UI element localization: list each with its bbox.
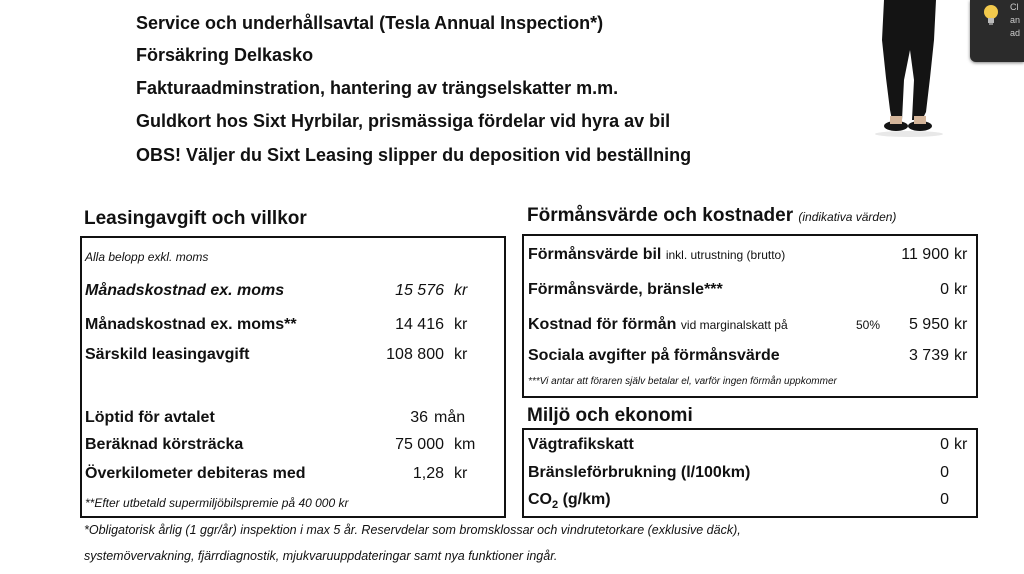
feature-item: Försäkring Delkasko	[136, 45, 314, 65]
formans-row-unit: kr	[954, 316, 968, 333]
miljo-row-label	[528, 491, 611, 511]
formans-row-label: Sociala avgifter på förmånsvärde	[528, 347, 780, 364]
formans-row-value: 0	[940, 281, 949, 298]
leasing-row-label: Överkilometer debiteras med	[85, 465, 306, 482]
feature-item: Guldkort hos Sixt Hyrbilar, prismässiga fördelar vid hyra av bil	[136, 111, 671, 131]
formans-row-sub: vid marginalskatt på	[680, 318, 788, 332]
feature-item: OBS! Väljer du Sixt Leasing slipper du deposition vid beställning	[136, 145, 692, 165]
leasing-row-unit: kr	[454, 346, 468, 363]
formans-row-value: 3 739	[908, 347, 949, 364]
formans-row-label: Förmånsvärde, bränsle***	[528, 281, 723, 298]
leasing-row-value: 15 576	[395, 282, 444, 299]
miljo-row-label: Bränsleförbrukning (l/100km)	[528, 464, 751, 481]
formans-row-label	[528, 246, 785, 264]
footer-note: systemövervakning, fjärrdiagnostik, mjukvaruuppdateringar samt nya funktioner ingår.	[84, 549, 558, 563]
leasing-row-unit: kr	[454, 316, 468, 333]
leasing-note: Alla belopp exkl. moms	[85, 250, 209, 264]
miljo-row-value: 0	[940, 491, 949, 508]
tooltip-line: Cl	[1010, 2, 1019, 12]
leasing-row-label: Löptid för avtalet	[85, 409, 215, 426]
co2-label: CO	[528, 491, 552, 508]
formans-box	[522, 234, 978, 398]
leasing-row-label: Månadskostnad ex. moms	[85, 282, 285, 299]
formans-row-unit: kr	[954, 281, 968, 298]
formans-title	[527, 205, 896, 227]
leasing-row-unit: kr	[454, 282, 468, 299]
leasing-row-label: Särskild leasingavgift	[85, 346, 250, 363]
leasing-row-unit: mån	[434, 409, 466, 426]
tooltip-line: an	[1010, 15, 1021, 25]
hint-tooltip[interactable]	[970, 0, 1024, 62]
lightbulb-icon	[982, 4, 1000, 26]
co2-subscript: 2	[552, 499, 559, 512]
formans-row-unit: kr	[954, 246, 968, 263]
leasing-row-value: 75 000	[395, 436, 444, 453]
leasing-row-label: Beräknad körsträcka	[85, 436, 244, 453]
leasing-box	[80, 236, 506, 518]
leasing-row-value: 108 800	[386, 346, 444, 363]
formans-footnote: ***Vi antar att föraren själv betalar el, varför ingen förmån uppkommer	[528, 376, 837, 387]
leasing-row-value: 1,28	[412, 465, 444, 482]
miljo-title: Miljö och ekonomi	[527, 405, 693, 426]
co2-unit-label: (g/km)	[558, 491, 611, 508]
leasing-row-unit: km	[454, 436, 476, 453]
formans-row-unit: kr	[954, 347, 968, 364]
formans-row-sub: inkl. utrustning (brutto)	[665, 248, 786, 262]
formans-row-value: 5 950	[908, 316, 949, 333]
tooltip-line: ad	[1010, 28, 1021, 38]
formans-title-text: Förmånsvärde och kostnader	[527, 205, 794, 226]
formans-row-label	[528, 316, 788, 334]
formans-row-label-text: Förmånsvärde bil	[528, 246, 662, 263]
formans-title-note: (indikativa värden)	[798, 210, 897, 224]
leasing-footnote: **Efter utbetald supermiljöbilspremie på 40 000 kr	[85, 496, 349, 510]
leasing-title: Leasingavgift och villkor	[84, 208, 307, 229]
miljo-row-label: Vägtrafikskatt	[528, 436, 634, 453]
formans-row-value: 11 900	[901, 246, 949, 263]
miljo-row-value: 0	[940, 436, 949, 453]
person-photo	[866, 0, 952, 140]
footer-note: *Obligatorisk årlig (1 ggr/år) inspektion i max 5 år. Reservdelar som bromsklossar och vindrutetorkare (exklusive däck),	[84, 523, 741, 537]
miljo-box	[522, 428, 978, 518]
leasing-row-value: 36	[410, 409, 428, 426]
miljo-row-unit: kr	[954, 436, 968, 453]
feature-item: Fakturaadminstration, hantering av trängselskatter m.m.	[136, 78, 619, 98]
tax-rate: 50%	[856, 318, 881, 332]
leasing-row-unit: kr	[454, 465, 468, 482]
leasing-row-value: 14 416	[395, 316, 444, 333]
formans-row-label-text: Kostnad för förmån	[528, 316, 677, 333]
feature-item: Service och underhållsavtal (Tesla Annual Inspection*)	[136, 13, 604, 33]
miljo-row-value: 0	[940, 464, 949, 481]
leasing-row-label: Månadskostnad ex. moms**	[85, 316, 297, 333]
